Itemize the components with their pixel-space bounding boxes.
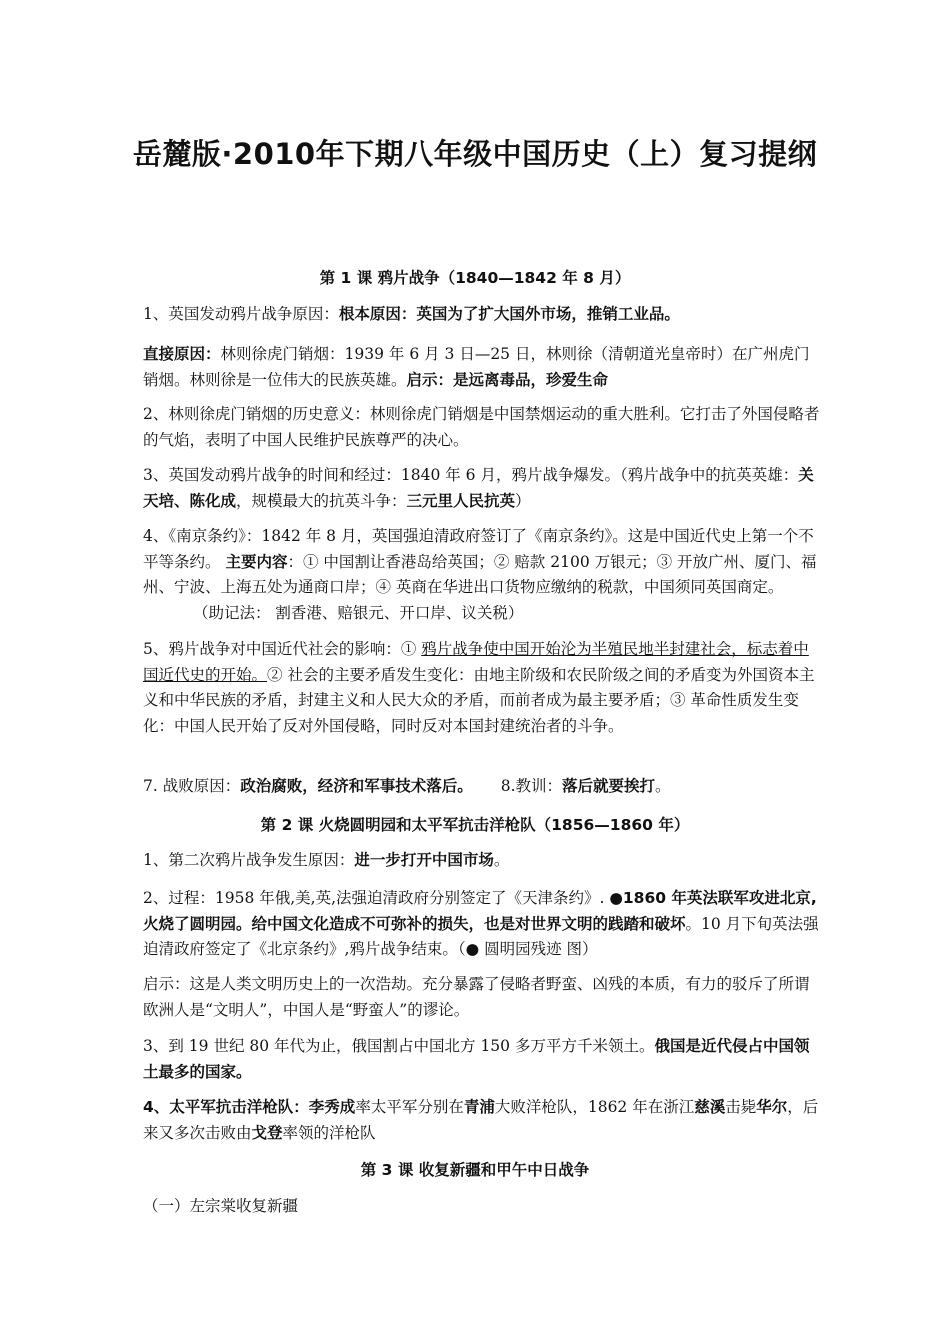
point-text: ，后来又多次击败由 <box>143 1098 819 1142</box>
name-emphasis: 华尔 <box>756 1098 788 1116</box>
point-text: 4、《南京条约》：1842 年 8 月，英国强迫清政府签订了《南京条约》。这是中国近代史上第一个不平等条约。 <box>143 527 814 571</box>
point-text: 大败洋枪队，1862 年在浙江 <box>494 1098 695 1116</box>
point-text: 1、第二次鸦片战争发生原因： <box>143 851 355 869</box>
point-label: 直接原因： <box>143 345 221 363</box>
point-text: 林则徐虎门销烟：1939 年 6 月 3 日—25 日，林则徐（清朝道光皇帝时）在广州虎门销烟。林则徐是一位伟大的民族英雄。 <box>143 345 810 389</box>
point-emphasis: ●1860 年英法联军攻进北京,火烧了圆明园。给中国文化造成不可弥补的损失，也是对世界文明的践踏和破坏 <box>143 889 817 933</box>
name-emphasis: 李秀成 <box>308 1098 356 1116</box>
point-text: 击毙 <box>725 1098 757 1116</box>
lesson-1-heading: 第 1 课 鸦片战争（1840—1842 年 8 月） <box>319 269 631 287</box>
point-emphasis: 进一步打开中国市场 <box>354 851 494 869</box>
lesson-2-inspiration: 启示：这是人类文明历史上的一次浩劫。充分暴露了侵略者野蛮、凶残的本质，有力的驳斥了所谓欧洲人是“文明人”，中国人是“野蛮人”的谬论。 <box>143 975 810 1019</box>
lesson-3-subsection-1: （一）左宗棠收复新疆 <box>143 1197 299 1215</box>
point-text: ：① 中国割让香港岛给英国；② 赔款 2100 万银元；③ 开放广州、厦门、福州、宁波、上海五处为通商口岸；④ 英商在华进出口货物应缴纳的税款，中国须同英国商定。 <box>143 552 817 596</box>
name-emphasis: 慈溪 <box>694 1098 726 1116</box>
point-emphasis: 三元里人民抗英 <box>406 491 516 510</box>
lesson-3-heading: 第 3 课 收复新疆和甲午中日战争 <box>360 1161 590 1179</box>
point-emphasis: 政治腐败，经济和军事技术落后。 <box>240 777 473 795</box>
lesson-1-point-7-8 <box>143 774 823 800</box>
point-emphasis: 落后就要挨打 <box>562 777 656 795</box>
point-text: 3、到 19 世纪 80 年代为止，俄国割占中国北方 150 多万平方千米领土。 <box>143 1037 655 1055</box>
lesson-2-point-3 <box>143 1034 823 1085</box>
point-text: 7. 战败原因： <box>143 777 241 795</box>
point-text: 。 <box>655 777 671 795</box>
lesson-1-point-1 <box>143 302 823 328</box>
point-text: 3、英国发动鸦片战争的时间和经过：1840 年 6 月，鸦片战争爆发。（鸦片战争中的抗英英雄： <box>143 466 799 484</box>
lesson-2-point-2 <box>143 886 823 963</box>
point-text: 。 <box>493 851 510 869</box>
underlined-text: 鸦片战争使中国开始沦为半殖民地半封建社会，标志着中国近代史的开始。 <box>143 640 809 684</box>
point-text: 1、英国发动鸦片战争原因： <box>143 305 339 323</box>
point-emphasis: 主要内容 <box>225 552 288 571</box>
lesson-1-point-2: 2、林则徐虎门销烟的历史意义：林则徐虎门销烟是中国禁烟运动的重大胜利。它打击了外国侵略者的气焰，表明了中国人民维护民族尊严的决心。 <box>143 405 820 449</box>
lesson-1-direct-cause <box>143 342 823 393</box>
mnemonic: （助记法： 割香港、赔银元、开口岸、议关税） <box>193 603 524 622</box>
lesson-2-heading: 第 2 课 火烧圆明园和太平军抗击洋枪队（1856—1860 年） <box>260 816 690 834</box>
point-text: 8.教训： <box>500 777 563 795</box>
point-text: 率领的洋枪队 <box>282 1123 376 1142</box>
name-emphasis: 青浦 <box>463 1098 495 1116</box>
lesson-2-point-4 <box>143 1095 823 1146</box>
point-label: 4、太平军抗击洋枪队： <box>143 1098 309 1116</box>
lesson-1-point-4 <box>143 524 823 626</box>
point-text: 2、过程：1958 年俄,美,英,法强迫清政府分别签定了《天津条约》. <box>143 889 610 907</box>
point-text: 。10 月下旬英法强迫清政府签定了《北京条约》,鸦片战争结束。（● 圆明园残迹 图） <box>143 914 819 958</box>
point-emphasis: 关天培、陈化成 <box>143 466 814 510</box>
point-emphasis: 启示：是远离毒品，珍爱生命 <box>406 370 609 389</box>
point-text: ② 社会的主要矛盾发生变化：由地主阶级和农民阶级之间的矛盾变为外国资本主义和中华民族的矛盾，封建主义和人民大众的矛盾，而前者成为最主要矛盾；③ 革命性质发生变化：中国人民开始了反对外国侵略，同时反对本国封建统治者的斗争。 <box>143 665 815 735</box>
point-text: ，规模最大的抗英斗争： <box>236 491 407 510</box>
point-text: 率太平军分别在 <box>355 1098 464 1116</box>
point-emphasis: 俄国是近代侵占中国领土最多的国家。 <box>143 1037 810 1081</box>
point-text: 5、鸦片战争对中国近代社会的影响：① <box>143 640 422 658</box>
lesson-2-point-1 <box>143 848 823 874</box>
lesson-1-point-5 <box>143 637 823 739</box>
point-emphasis: 根本原因：英国为了扩大国外市场，推销工业品。 <box>338 305 680 323</box>
name-emphasis: 戈登 <box>251 1123 283 1142</box>
point-text: ） <box>515 491 531 510</box>
document-title: 岳麓版·2010年下期八年级中国历史（上）复习提纲 <box>132 137 818 171</box>
lesson-1-point-3 <box>143 463 823 514</box>
